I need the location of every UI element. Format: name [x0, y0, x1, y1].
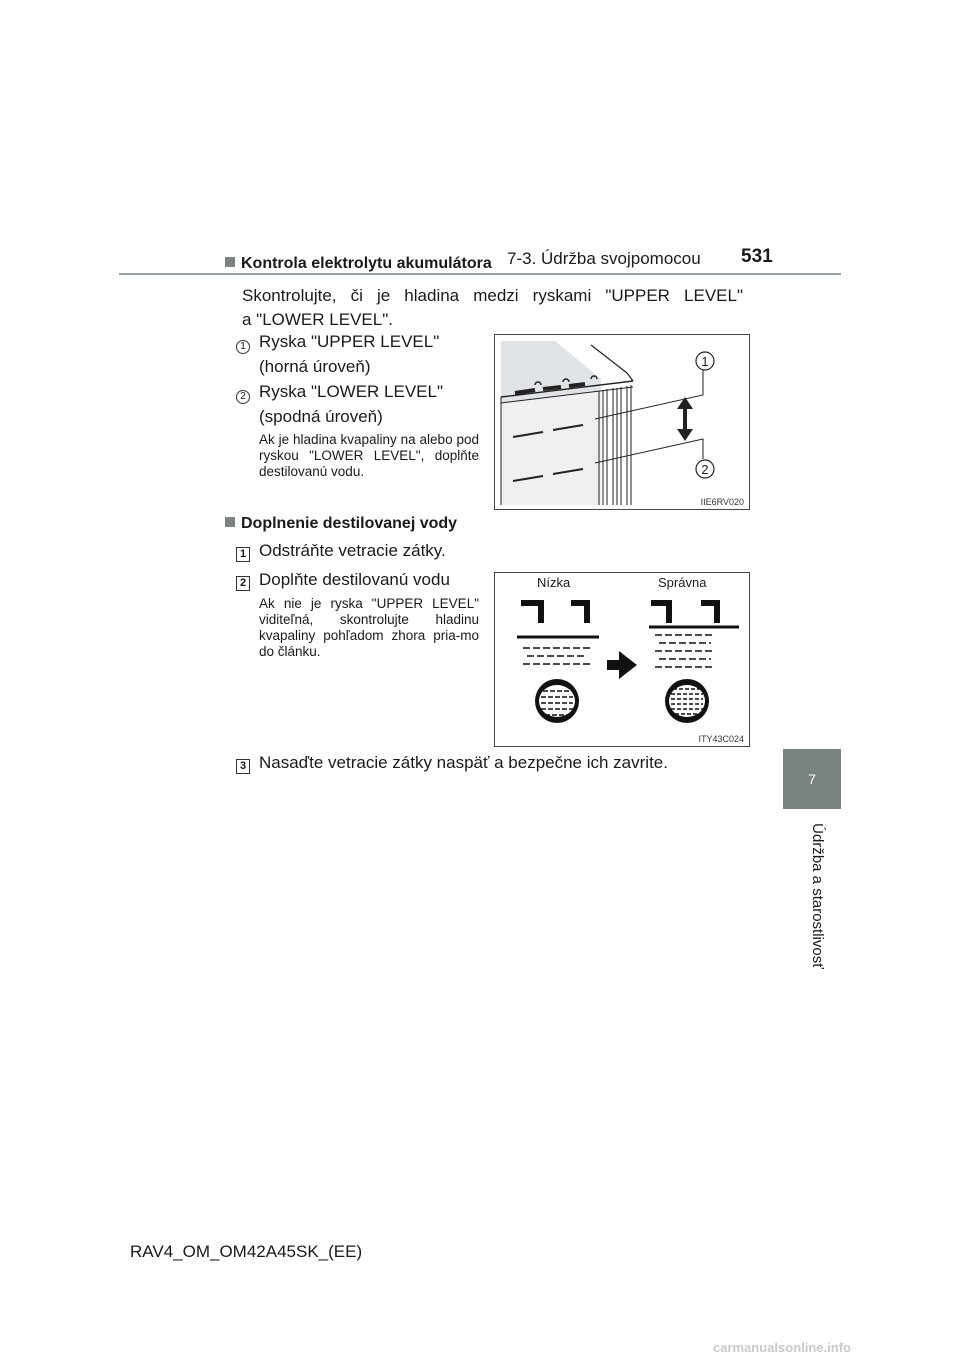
step-marker-3: 3 [236, 756, 250, 774]
battery-illustration [495, 335, 749, 509]
watermark: carmanualsonline.info [713, 1340, 851, 1355]
section2-heading: Doplnenie destilovanej vody [225, 515, 457, 533]
item-marker-2: 2 [236, 386, 250, 404]
label-low: Nízka [537, 575, 571, 590]
section-title: 7-3. Údržba svojpomocou [507, 249, 701, 268]
header-rule [119, 273, 841, 275]
water-level-illustration [495, 573, 749, 746]
section1-heading: Kontrola elektrolytu akumulátora [225, 255, 492, 273]
item-marker-1: 1 [236, 336, 250, 354]
section1-note: Ak je hladina kvapaliny na alebo pod ryskou "LOWER LEVEL", doplňte destilovanú vodu. [259, 432, 479, 479]
water-level-figure [494, 572, 750, 747]
intro-line-1: Skontrolujte, či je hladina medzi ryskami "UPPER LEVEL" [242, 286, 743, 305]
step-2-text: Doplňte destilovanú vodu [259, 570, 450, 589]
step-marker-1: 1 [236, 544, 250, 562]
intro-line-2: a "LOWER LEVEL". [242, 310, 393, 329]
figure-code: IIE6RV020 [700, 497, 744, 507]
battery-level-figure [494, 334, 750, 510]
chapter-tab [783, 749, 841, 809]
label-correct: Správna [658, 575, 707, 590]
figure-code: ITY43C024 [698, 734, 744, 744]
item-1-line2: (horná úroveň) [259, 357, 371, 376]
chapter-label: Údržba a starostlivosť [809, 823, 826, 969]
square-bullet-icon [225, 517, 235, 527]
step-1-text: Odstráňte vetracie zátky. [259, 541, 446, 560]
svg-text:1: 1 [701, 354, 709, 369]
item-2-line2: (spodná úroveň) [259, 407, 383, 426]
svg-text:2: 2 [701, 462, 709, 477]
page-number: 531 [741, 246, 773, 267]
step-3-text: Nasaďte vetracie zátky naspäť a bezpečne ich zavrite. [259, 753, 668, 772]
footer-model-code: RAV4_OM_OM42A45SK_(EE) [130, 1242, 363, 1261]
chapter-number: 7 [808, 771, 816, 787]
step-marker-2: 2 [236, 573, 250, 591]
square-bullet-icon [225, 257, 235, 267]
section2-note: Ak nie je ryska "UPPER LEVEL" viditeľná, skontrolujte hladinu kvapaliny pohľadom zhora pria-mo do článku. [259, 596, 479, 659]
item-2-line1: Ryska "LOWER LEVEL" [259, 382, 444, 401]
item-1-line1: Ryska "UPPER LEVEL" [259, 332, 440, 351]
